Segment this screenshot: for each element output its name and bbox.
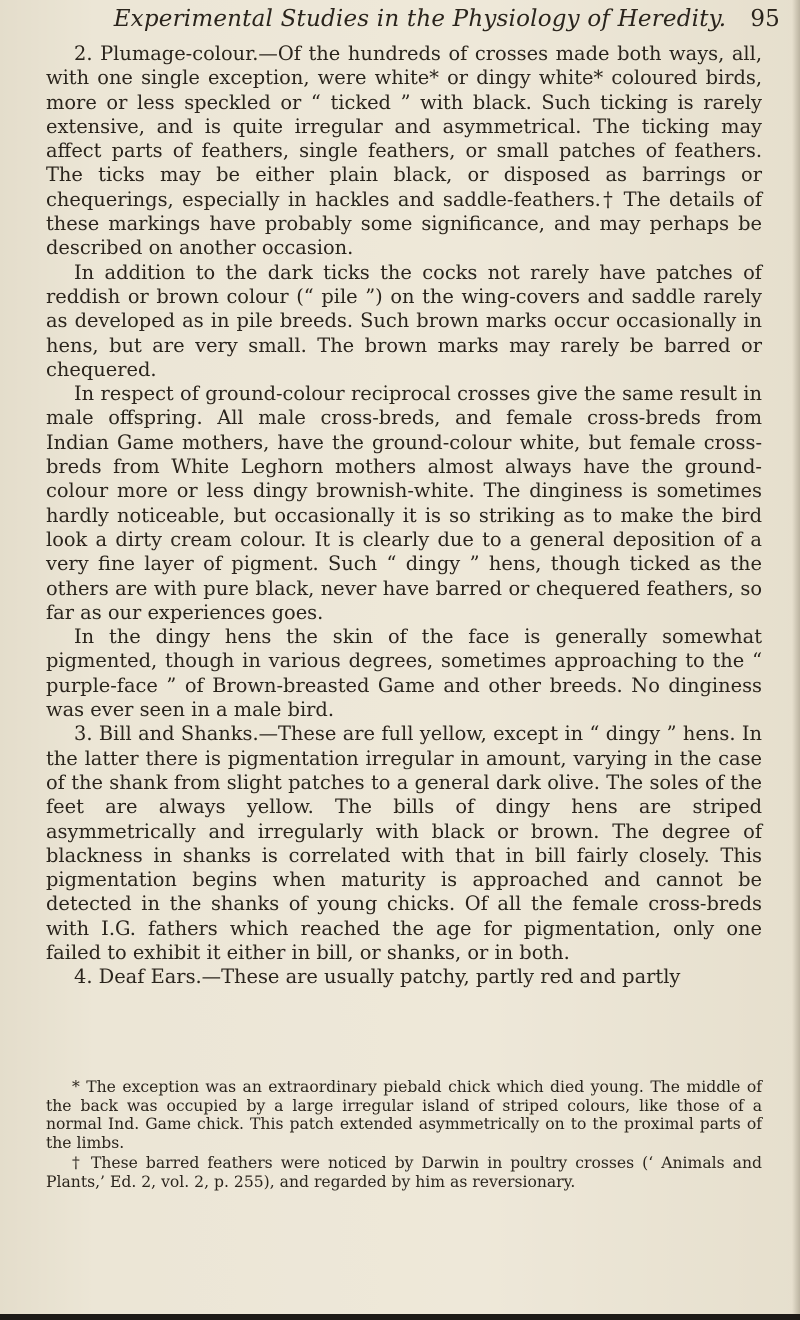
paragraph-dingy-hens-skin: In the dingy hens the skin of the face is generally somewhat pigmented, though in various degrees, sometimes approaching to the “ purple-face ” of Brown-breasted Game and other breeds. No dinginess was ever seen in a male bird.	[46, 625, 762, 722]
running-title: Experimental Studies in the Physiology of Heredity.	[113, 6, 727, 32]
running-header	[60, 6, 780, 40]
page-number: 95	[750, 6, 780, 32]
paragraph-cocks-pile: In addition to the dark ticks the cocks not rarely have patches of reddish or brown colour (“ pile ”) on the wing-covers and saddle rarely as developed as in pile breeds. Such brown marks occur occasionally in hens, but are very small. The brown marks may rarely be barred or chequered.	[46, 260, 762, 381]
footnote-asterisk: * The exception was an extraordinary piebald chick which died young. The middle of the back was occupied by a large irregular island of striped colours, like those of a normal Ind. Game chick. This patch extended asymmetrically on to the proximal parts of the limbs.	[46, 1078, 762, 1152]
footnote-dagger: † These barred feathers were noticed by Darwin in poultry crosses (‘ Animals and Plants,’ Ed. 2, vol. 2, p. 255), and regarded by him as reversionary.	[46, 1154, 762, 1191]
body-text	[46, 42, 762, 990]
paragraph-ground-colour: In respect of ground-colour reciprocal crosses give the same result in male offspring. All male cross-breds, and female cross-breds from Indian Game mothers, have the ground-colour white, but female cross-breds from White Leghorn mothers almost always have the ground-colour more or less dingy brownish-white. The dinginess is sometimes hardly noticeable, but occasionally it is so striking as to make the bird look a dirty cream colour. It is clearly due to a general deposition of a very fine layer of pigment. Such “ dingy ” hens, though ticked as the others are with pure black, never have barred or chequered feathers, so far as our experiences goes.	[46, 382, 762, 624]
page-edge-shadow	[792, 0, 800, 1320]
footnotes	[46, 1078, 762, 1194]
paragraph-bill-and-shanks: 3. Bill and Shanks.—These are full yellow, except in “ dingy ” hens. In the latter there is pigmentation irregular in amount, varying in the case of the shank from slight patches to a general dark olive. The soles of the feet are always yellow. The bills of dingy hens are striped asymmetrically and irregularly with black or brown. The degree of blackness in shanks is correlated with that in bill fairly closely. This pigmentation begins when maturity is approached and cannot be detected in the shanks of young chicks. Of all the female cross-breds with I.G. fathers which reached the age for pigmentation, only one failed to exhibit it either in bill, or shanks, or in both.	[46, 722, 762, 964]
paragraph-plumage-colour: 2. Plumage-colour.—Of the hundreds of crosses made both ways, all, with one single exception, were white* or dingy white* coloured birds, more or less speckled or “ ticked ” with black. Such ticking is rarely extensive, and is quite irregular and asymmetrical. The ticking may affect parts of feathers, single feathers, or small patches of feathers. The ticks may be either plain black, or disposed as barrings or chequerings, especially in hackles and saddle-feathers.† The details of these markings have probably some significance, and may perhaps be described on another occasion.	[46, 42, 762, 260]
paragraph-deaf-ears: 4. Deaf Ears.—These are usually patchy, partly red and partly	[74, 965, 681, 989]
bottom-border	[0, 1314, 800, 1320]
